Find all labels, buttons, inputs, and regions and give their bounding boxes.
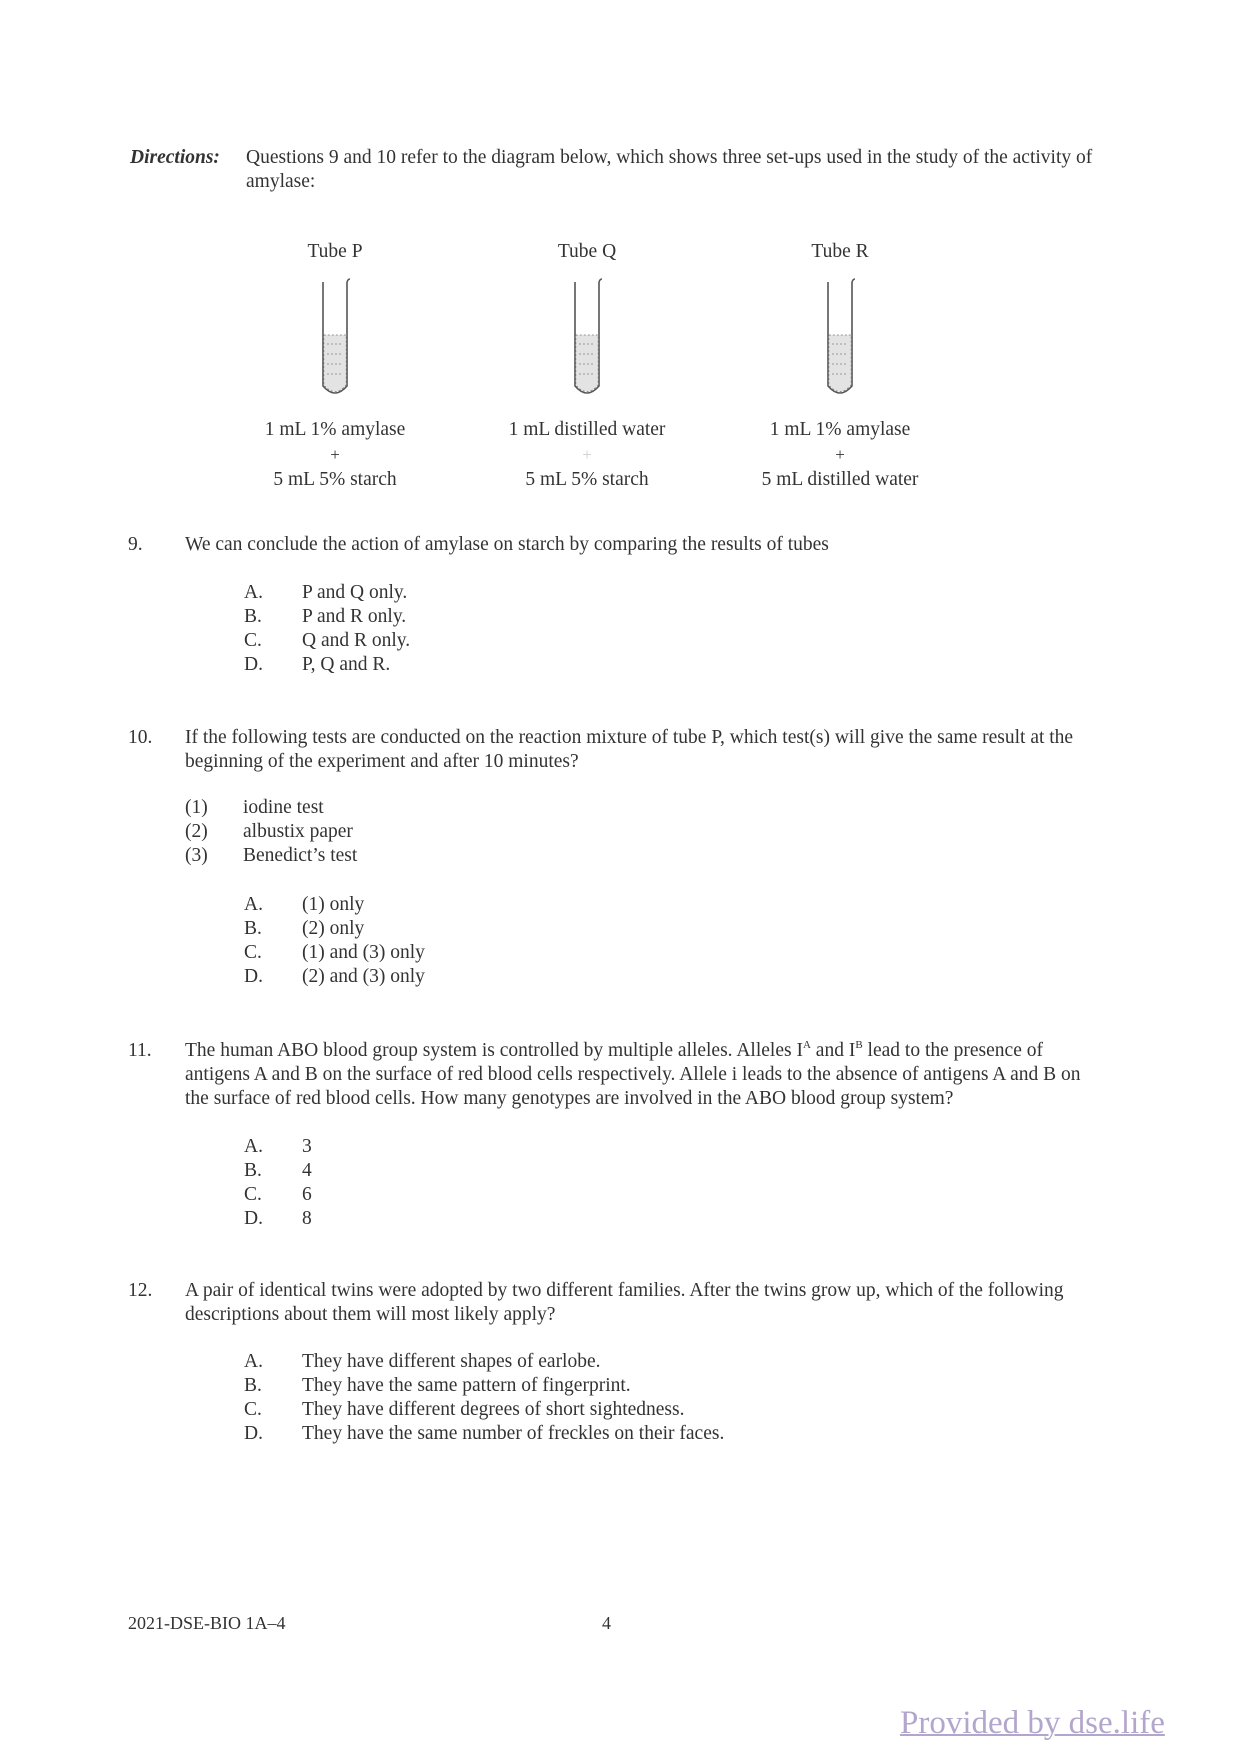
option-item: [244, 1398, 724, 1422]
option-text: 6: [302, 1184, 312, 1205]
option-item: [244, 965, 425, 989]
question-text: A pair of identical twins were adopted by two different families. After the twins grow up, which of the following descriptions about them will most likely apply?: [185, 1280, 1064, 1325]
option-list: [244, 581, 410, 677]
option-item: [244, 581, 410, 605]
statement-list: [185, 796, 357, 868]
tube-title: Tube R: [811, 241, 869, 262]
test-tube-icon: [315, 278, 355, 404]
directions-label: Directions:: [130, 147, 220, 168]
option-text: (1) only: [302, 894, 365, 915]
option-text: (1) and (3) only: [302, 942, 425, 963]
option-item: [244, 653, 410, 677]
tube-p: [215, 240, 455, 492]
option-letter: C.: [244, 1399, 262, 1420]
test-tube-icon: [820, 278, 860, 404]
option-text: (2) and (3) only: [302, 966, 425, 987]
option-item: [244, 1159, 312, 1183]
statement-item: [185, 820, 357, 844]
question-number: 10.: [128, 727, 153, 748]
option-text: 8: [302, 1208, 312, 1229]
option-letter: D.: [244, 966, 263, 987]
option-item: [244, 605, 410, 629]
tube-content-1: 1 mL 1% amylase: [769, 419, 911, 440]
paper-code: 2021-DSE-BIO 1A–4: [128, 1613, 286, 1633]
tube-title: Tube Q: [557, 241, 617, 262]
option-text: 3: [302, 1136, 312, 1157]
question-number: 11.: [128, 1040, 152, 1061]
option-text: They have the same number of freckles on their faces.: [302, 1423, 725, 1444]
option-list: [244, 1350, 724, 1446]
option-letter: D.: [244, 1423, 263, 1444]
option-letter: B.: [244, 918, 262, 939]
question-text: If the following tests are conducted on the reaction mixture of tube P, which test(s) will give the same result at the beginning of the experiment and after 10 minutes?: [185, 727, 1074, 772]
option-letter: B.: [244, 606, 262, 627]
option-item: [244, 1422, 724, 1446]
tube-q: [467, 240, 707, 492]
tube-plus: +: [835, 445, 845, 464]
option-text: (2) only: [302, 918, 365, 939]
option-letter: A.: [244, 894, 263, 915]
option-text: They have different shapes of earlobe.: [302, 1351, 601, 1372]
option-item: [244, 893, 425, 917]
option-list: [244, 1135, 312, 1231]
option-text: They have the same pattern of fingerprint.: [302, 1375, 631, 1396]
tube-content-2: 5 mL 5% starch: [525, 469, 649, 490]
option-item: [244, 941, 425, 965]
tube-content-1: 1 mL 1% amylase: [264, 419, 406, 440]
option-list: [244, 893, 425, 989]
statement-item: [185, 796, 357, 820]
option-letter: B.: [244, 1160, 262, 1181]
watermark-link[interactable]: Provided by dse.life: [900, 1705, 1165, 1741]
statement-text: Benedict’s test: [243, 845, 358, 866]
test-tube-icon: [567, 278, 607, 404]
tube-plus: +: [582, 445, 592, 464]
tube-content-1: 1 mL distilled water: [508, 419, 666, 440]
option-letter: D.: [244, 654, 263, 675]
option-item: [244, 1374, 724, 1398]
statement-item: [185, 844, 357, 868]
question-number: 9.: [128, 534, 143, 555]
statement-text: albustix paper: [243, 821, 353, 842]
option-item: [244, 1135, 312, 1159]
option-letter: A.: [244, 582, 263, 603]
option-text: P and R only.: [302, 606, 407, 627]
option-text: They have different degrees of short sightedness.: [302, 1399, 685, 1420]
option-text: P, Q and R.: [302, 654, 391, 675]
option-letter: A.: [244, 1136, 263, 1157]
option-letter: C.: [244, 942, 262, 963]
option-text: Q and R only.: [302, 630, 411, 651]
question-number: 12.: [128, 1280, 153, 1301]
statement-text: iodine test: [243, 797, 324, 818]
option-item: [244, 917, 425, 941]
option-letter: D.: [244, 1208, 263, 1229]
page-number: 4: [602, 1613, 611, 1633]
option-text: 4: [302, 1160, 312, 1181]
option-item: [244, 1350, 724, 1374]
statement-number: (2): [185, 821, 208, 842]
statement-number: (3): [185, 845, 208, 866]
option-item: [244, 1207, 312, 1231]
tube-plus: +: [330, 445, 340, 464]
directions-text: Questions 9 and 10 refer to the diagram below, which shows three set-ups used in the study of the activity of amylase:: [246, 147, 1093, 192]
allele-superscript: B: [855, 1039, 863, 1051]
option-letter: C.: [244, 630, 262, 651]
tube-title: Tube P: [307, 241, 363, 262]
allele-superscript: A: [802, 1039, 811, 1051]
tube-content-2: 5 mL distilled water: [761, 469, 919, 490]
statement-number: (1): [185, 797, 208, 818]
tube-r: [720, 240, 960, 492]
option-letter: C.: [244, 1184, 262, 1205]
option-letter: A.: [244, 1351, 263, 1372]
option-item: [244, 1183, 312, 1207]
option-item: [244, 629, 410, 653]
option-letter: B.: [244, 1375, 262, 1396]
question-text: We can conclude the action of amylase on starch by comparing the results of tubes: [185, 534, 829, 555]
tube-content-2: 5 mL 5% starch: [273, 469, 397, 490]
question-text: The human ABO blood group system is controlled by multiple alleles. Alleles $I^A$ and $I^B$ lead to the presence of antigens A and B on the surface of red blood cells respectively. Allele i leads to the absence of antigens A and B on the surface of red blood cells. How many genotypes are involved in the ABO blood group system?: [185, 1039, 1081, 1109]
option-text: P and Q only.: [302, 582, 408, 603]
